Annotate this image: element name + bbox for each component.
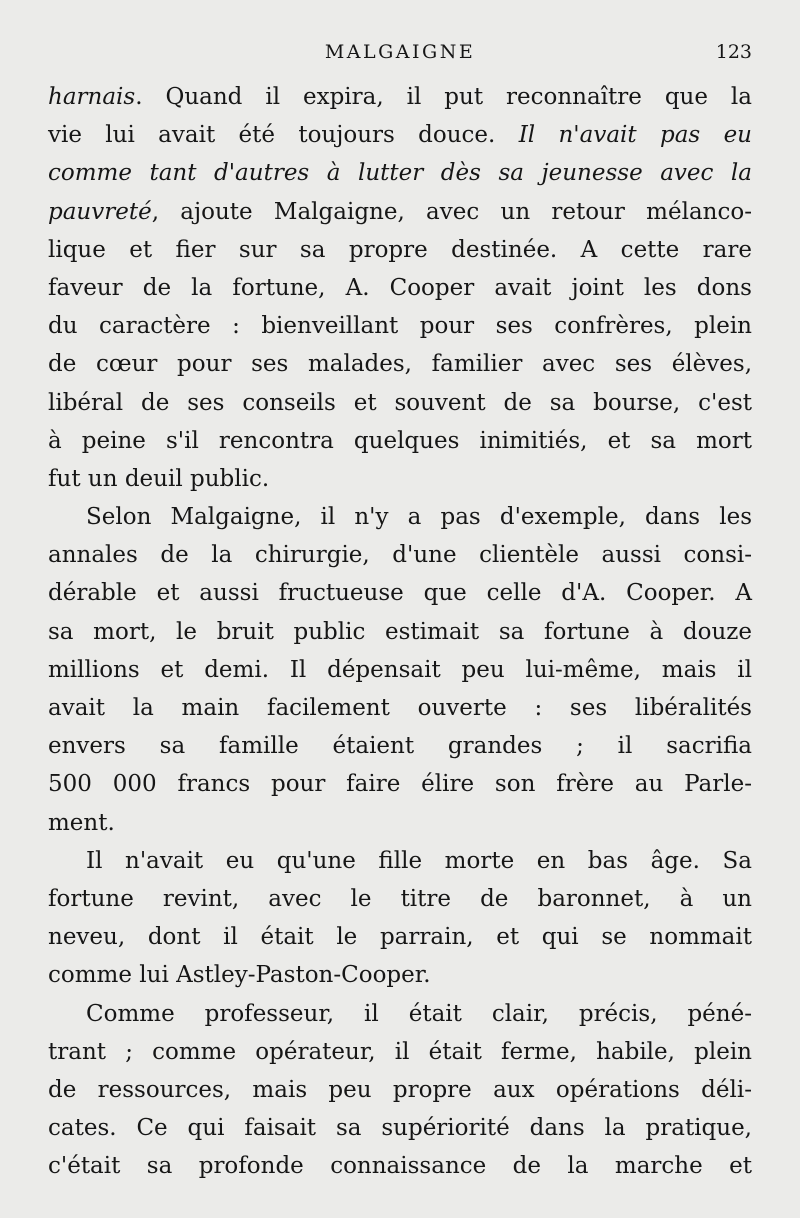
text-line: cates. Ce qui faisait sa supériorité dans la pratique, bbox=[48, 1115, 752, 1142]
text-line bbox=[48, 116, 752, 154]
italic-word: pauvreté bbox=[48, 198, 152, 225]
text-line: neveu, dont il était le parrain, et qui se nommait bbox=[48, 924, 752, 951]
text-line: c'était sa profonde connaissance de la marche et bbox=[48, 1153, 752, 1180]
text-line-paragraph-start: Comme professeur, il était clair, précis, péné- bbox=[86, 1000, 752, 1027]
text-line: 500 000 francs pour faire élire son frère au Parle- bbox=[48, 771, 752, 798]
text-line: faveur de la fortune, A. Cooper avait joint les dons bbox=[48, 274, 752, 301]
text-line bbox=[48, 78, 752, 116]
text-line: fortune revint, avec le titre de baronnet, à un bbox=[48, 885, 752, 912]
text-line-paragraph-start: Il n'avait eu qu'une fille morte en bas âge. Sa bbox=[86, 847, 752, 874]
text-line bbox=[48, 154, 752, 192]
text-line: dérable et aussi fructueuse que celle d'A. Cooper. A bbox=[48, 580, 752, 607]
text-line: du caractère : bienveillant pour ses confrères, plein bbox=[48, 313, 752, 340]
italic-phrase: Il n'avait pas eu bbox=[518, 122, 752, 149]
text-line: avait la main facilement ouverte : ses libéralités bbox=[48, 695, 752, 721]
line-text: vie lui avait été toujours douce. bbox=[48, 122, 519, 149]
page-number: 123 bbox=[715, 41, 752, 63]
running-head bbox=[48, 38, 752, 66]
text-line: à peine s'il rencontra quelques inimitiés, et sa mort bbox=[48, 427, 752, 454]
body-text bbox=[48, 78, 752, 1185]
italic-word: harnais bbox=[48, 84, 136, 110]
text-line: de cœur pour ses malades, familier avec ses élèves, bbox=[48, 351, 752, 378]
line-text: . Quand il expira, il put reconnaître que la bbox=[135, 84, 752, 110]
text-line: envers sa famille étaient grandes ; il sacrifia bbox=[48, 733, 752, 760]
running-title: MALGAIGNE bbox=[324, 41, 476, 63]
line-text: , ajoute Malgaigne, avec un retour mélanco- bbox=[151, 198, 752, 225]
text-line-paragraph-end: ment. bbox=[48, 809, 115, 836]
text-line-paragraph-start: Selon Malgaigne, il n'y a pas d'exemple, dans les bbox=[86, 504, 752, 531]
text-line: millions et demi. Il dépensait peu lui-même, mais il bbox=[48, 656, 752, 683]
text-line: trant ; comme opérateur, il était ferme, habile, plein bbox=[48, 1038, 752, 1065]
text-line: sa mort, le bruit public estimait sa fortune à douze bbox=[48, 618, 752, 645]
text-line-paragraph-end: fut un deuil public. bbox=[48, 465, 270, 492]
text-line: annales de la chirurgie, d'une clientèle aussi consi- bbox=[48, 542, 752, 569]
text-line: lique et fier sur sa propre destinée. A cette rare bbox=[48, 236, 752, 263]
text-line: libéral de ses conseils et souvent de sa bourse, c'est bbox=[48, 389, 752, 416]
text-line bbox=[48, 193, 752, 231]
italic-phrase: comme tant d'autres à lutter dès sa jeunesse avec la bbox=[48, 160, 752, 187]
text-line: de ressources, mais peu propre aux opérations déli- bbox=[48, 1076, 752, 1103]
text-line-paragraph-end: comme lui Astley-Paston-Cooper. bbox=[48, 962, 431, 989]
